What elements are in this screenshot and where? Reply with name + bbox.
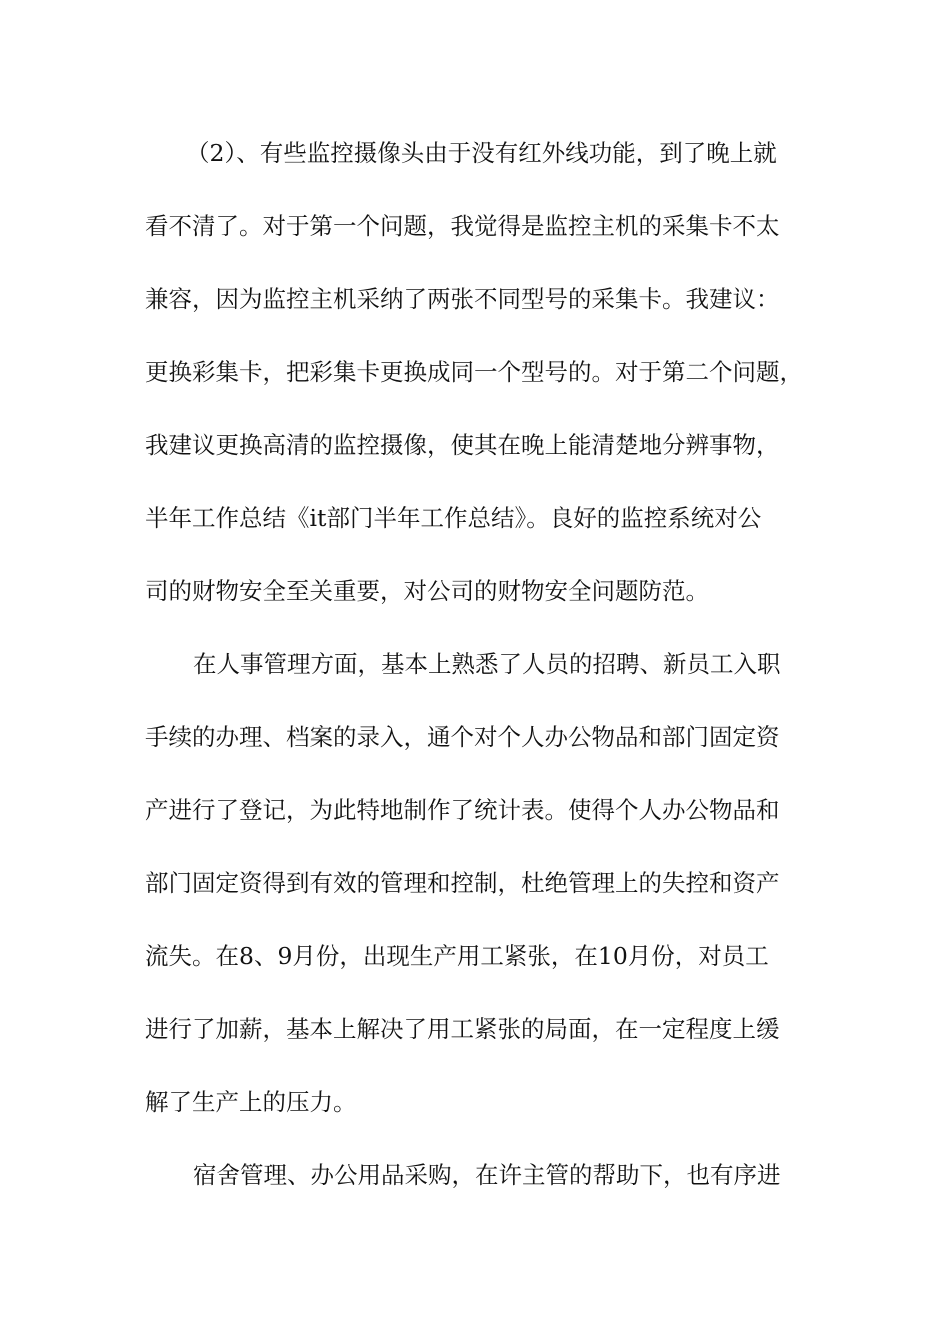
text-line-2: 看不清了。对于第一个问题，我觉得是监控主机的采集卡不太 bbox=[145, 212, 780, 240]
text-line-5: 我建议更换高清的监控摄像，使其在晚上能清楚地分辨事物， bbox=[145, 431, 780, 459]
text-line-14: 解了生产上的压力。 bbox=[145, 1088, 357, 1116]
text-line-13: 进行了加薪，基本上解决了用工紧张的局面，在一定程度上缓 bbox=[145, 1015, 780, 1043]
text-line-7: 司的财物安全至关重要，对公司的财物安全问题防范。 bbox=[145, 577, 709, 605]
text-line-12: 流失。在8、9月份，出现生产用工紧张，在10月份，对员工 bbox=[145, 942, 769, 970]
text-line-4: 更换彩集卡，把彩集卡更换成同一个型号的。对于第二个问题， bbox=[145, 358, 803, 386]
text-line-6: 半年工作总结《it部门半年工作总结》。良好的监控系统对公 bbox=[145, 504, 762, 532]
text-line-15: 宿舍管理、办公用品采购，在许主管的帮助下，也有序进 bbox=[193, 1161, 781, 1189]
text-line-11: 部门固定资得到有效的管理和控制，杜绝管理上的失控和资产 bbox=[145, 869, 780, 897]
text-line-3: 兼容，因为监控主机采纳了两张不同型号的采集卡。我建议： bbox=[145, 285, 780, 313]
text-line-9: 手续的办理、档案的录入，通个对个人办公物品和部门固定资 bbox=[145, 723, 780, 751]
text-line-1: （2）、有些监控摄像头由于没有红外线功能，到了晚上就 bbox=[186, 139, 777, 167]
text-line-10: 产进行了登记，为此特地制作了统计表。使得个人办公物品和 bbox=[145, 796, 780, 824]
text-line-8: 在人事管理方面，基本上熟悉了人员的招聘、新员工入职 bbox=[193, 650, 781, 678]
